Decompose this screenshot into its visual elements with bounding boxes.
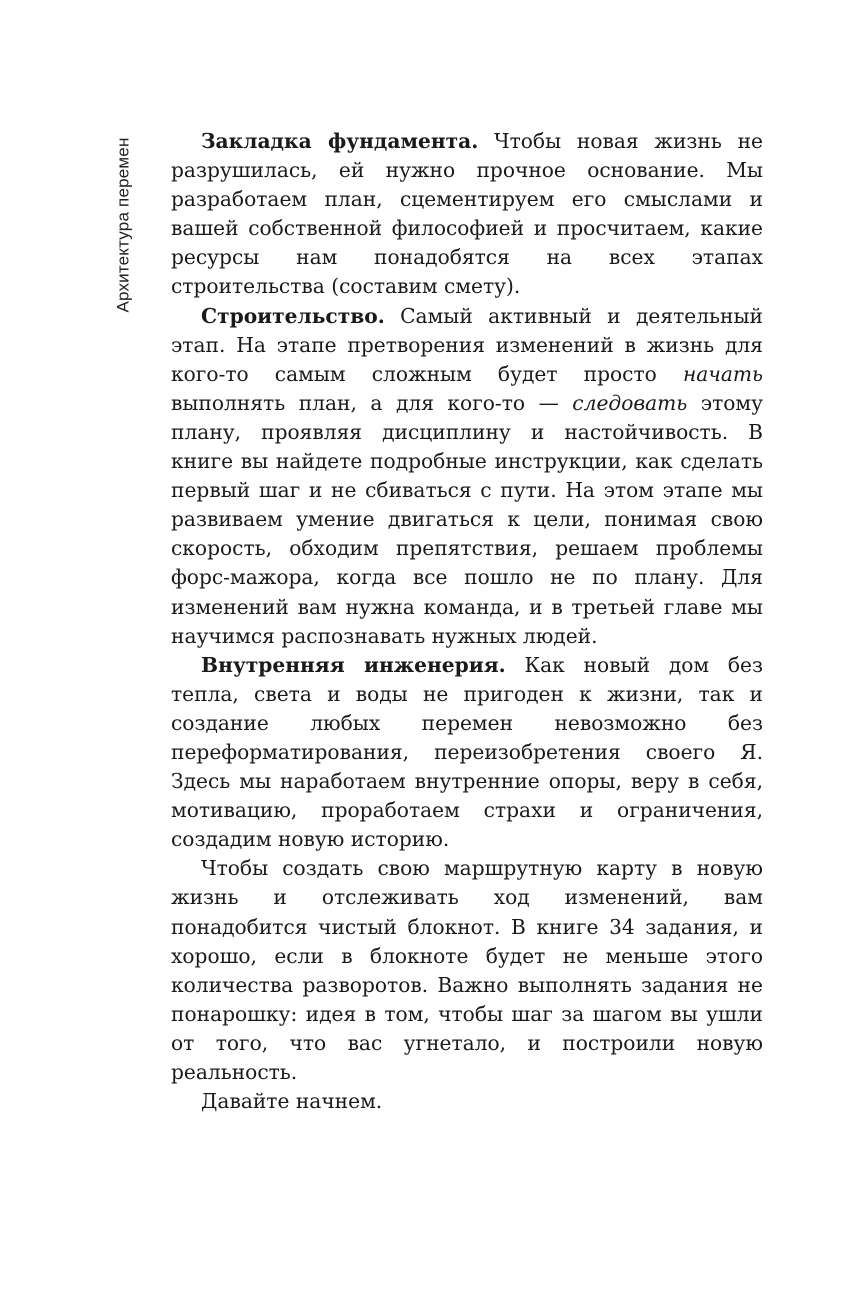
paragraph-heading-engineering: Внутренняя инженерия. bbox=[201, 652, 506, 677]
paragraph-construction bbox=[171, 302, 763, 651]
paragraph-engineering bbox=[171, 651, 763, 855]
paragraph-notebook bbox=[171, 854, 763, 1087]
paragraph-heading-foundation: Закладка фундамента. bbox=[201, 129, 479, 153]
paragraph-heading-construction: Строительство. bbox=[201, 303, 385, 328]
running-head-text: Архитектура перемен bbox=[114, 137, 134, 313]
paragraph-text-notebook: Чтобы создать свою маршрутную карту в новую жизнь и отслеживать ход изменений, вам понадобится чистый блокнот. В книге 34 задания, и хорошо, если в блокноте будет не меньше этого количества разворотов. Важно выполнять задания не понарошку: идея в том, чтобы шаг за шагом вы ушли от того, что вас угнетало, и построили новую реальность. bbox=[171, 856, 763, 1084]
emphasis-follow: следовать bbox=[572, 390, 688, 415]
paragraph-text-engineering: Как новый дом без тепла, света и воды не пригоден к жизни, так и создание любых перемен невозможно без переформатирования, переизобретения своего Я. Здесь мы наработаем внутренние опоры, веру в себя, мотивацию, проработаем страхи и ограничения, создадим новую историю. bbox=[171, 652, 764, 852]
paragraph-foundation bbox=[171, 127, 763, 302]
paragraph-text-construction-1: Самый активный и деятельный этап. На этапе претворения изменений в жизнь для кого-то самым сложным будет просто bbox=[171, 303, 763, 386]
page-body bbox=[171, 127, 763, 1116]
paragraph-text-construction-3: этому плану, проявляя дисциплину и настойчивость. В книге вы найдете подробные инструкции, как сделать первый шаг и не сбиваться с пути. На этом этапе мы развиваем умение двигаться к цели, понимая свою скорость, обходим препятствия, решаем проблемы форс-мажора, когда все пошло не по плану. Для изменений вам нужна команда, и в третьей главе мы научимся распознавать нужных людей. bbox=[171, 390, 764, 648]
paragraph-text-foundation: Чтобы новая жизнь не разрушилась, ей нужно прочное основание. Мы разработаем план, сцементируем его смыслами и вашей собственной философией и просчитаем, какие ресурсы нам понадобятся на всех этапах строительства (составим смету). bbox=[171, 129, 764, 299]
running-head bbox=[114, 130, 134, 320]
paragraph-text-construction-2: выполнять план, а для кого-то — bbox=[171, 390, 559, 415]
emphasis-start: начать bbox=[682, 361, 763, 386]
paragraph-text-closing: Давайте начнем. bbox=[201, 1089, 383, 1114]
paragraph-closing bbox=[171, 1087, 763, 1116]
